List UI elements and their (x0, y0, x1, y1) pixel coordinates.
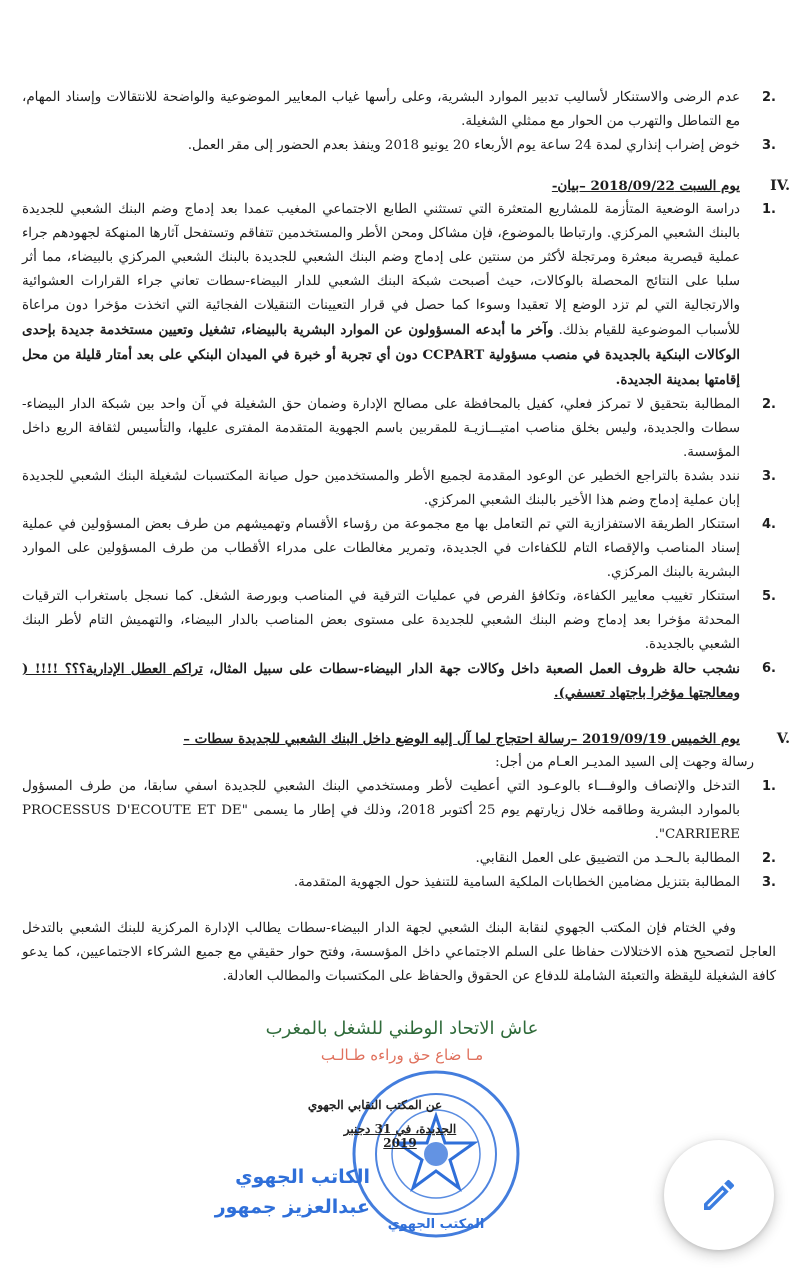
slogan-union: عاش الاتحاد الوطني للشغل بالمغرب (265, 1018, 539, 1039)
list-item (22, 775, 776, 847)
item-number: 5. (762, 589, 776, 604)
item-number: 2. (762, 90, 776, 105)
list-item (22, 871, 776, 895)
item-text: التدخل والإنصاف والوفـــاء بالوعـود التي أعطيت لأطر ومستخدمي البنك الشعبي للجديدة اسفي سابقا، من طرف المسؤول بالموارد البشرية وطاقمه خلال زيارتهم يوم 25 أكتوبر 2018، وذلك في إطار ما يسمى "PROCESSUS D'ECOUTE ET DE CARRIERE". (22, 779, 740, 842)
item-text: المطالبة بتنزيل مضامين الخطابات الملكية السامية للتنفيذ حول الجهوية المتقدمة. (293, 875, 740, 890)
item-number: 2. (762, 397, 776, 412)
section-v-heading (22, 727, 790, 751)
item-number: 6. (762, 661, 776, 676)
item-text-bold: نشجب حالة ظروف العمل الصعبة داخل وكالات جهة الدار البيضاء-سطات على سبيل المثال، (202, 661, 740, 677)
list-item (22, 465, 776, 513)
section-intro: رسالة وجهت إلى السيد المديـر العـام من أجل: (495, 755, 754, 770)
place-date: الجديدة، في 31 دجنبر 2019 (343, 1122, 457, 1150)
item-text (22, 657, 740, 705)
pencil-icon (699, 1175, 739, 1215)
item-number: 2. (762, 851, 776, 866)
item-number: 1. (762, 202, 776, 217)
document-body (22, 86, 790, 989)
item-text: المطالبة بتحقيق لا تمركز فعلي، كفيل بالمحافظة على مصالح الإدارة وضمان حق الشغيلة في آن واحد بين شبكة الدار البيضاء-سطات والجديدة، وليس بخلق مناصب امتيـــازيـة للمقربين باسم الجهوية المتقدمة المفترى عليها، والتأسيس لثقافة الريع داخل المؤسسة. (22, 397, 740, 460)
section-title: يوم السبت 2018/09/22 –بيان- (551, 178, 740, 194)
closing-paragraph: وفي الختام فإن المكتب الجهوي لنقابة البنك الشعبي لجهة الدار البيضاء-سطات يطالب الإدارة المركزية للبنك الشعبي بالتدخل العاجل لتصحيح هذه الاختلالات حفاظا على السلم الاجتماعي داخل المؤسسة، وفتح حوار حقيقي مع جميع الشركاء الاجتماعيين، كما يدعو كافة الشغيلة لليقظة والتعبئة الشاملة للدفاع عن الحقوق والحفاظ على المكتسبات والمطالب العادلة. (22, 921, 776, 984)
section-iv-heading (22, 174, 790, 198)
list-item (22, 585, 776, 657)
item-number: 3. (762, 469, 776, 484)
section-numeral: IV. (770, 178, 790, 194)
item-text: نندد بشدة بالتراجع الخطير عن الوعود المقدمة لجميع الأطر والمستخدمين حول صيانة المكتسبات لشغيلة البنك الشعبي للجديدة إبان عملية إدماج وضم هذا الأخير بالبنك الشعبي المركزي. (22, 469, 740, 508)
list-item (22, 393, 776, 465)
signatory-title: الكاتب الجهوي (235, 1166, 370, 1188)
item-number: 1. (762, 779, 776, 794)
slogan-motto: مـا ضاع حق وراءه طـالـب (320, 1046, 484, 1064)
item-number: 4. (762, 517, 776, 532)
item-number: 3. (762, 875, 776, 890)
list-item (22, 513, 776, 585)
list-item (22, 657, 776, 705)
section-title: يوم الخميس 2019/09/19 –رسالة احتجاج لما آل إليه الوضع داخل البنك الشعبي للجديدة سطات – (183, 731, 740, 747)
item-text-bold: وآخر ما أبدعه المسؤولون عن الموارد البشرية بالبيضاء، تشغيل وتعيين مستخدمة جديدة بإحدى الوكالات البنكية بالجديدة في منصب مسؤولية CCPART دون أي تجربة أو خبرة في الميدان البنكي على بعد أمتار قليلة من محل إقامتها بمدينة الجديدة. (22, 322, 740, 388)
section-numeral: V. (776, 731, 790, 747)
item-number: 3. (762, 138, 776, 153)
list-item (22, 86, 776, 134)
item-text (22, 198, 740, 393)
item-text: استنكار تغييب معايير الكفاءة، وتكافؤ الفرص في عمليات الترقية في المناصب وبورصة الشغل. كما نسجل باستغراب الترقيات المحدثة مؤخرا بعد إدماج وضم البنك الشعبي للجديدة على مستوى بعض المناصب بالدار البيضاء، والتهميش التام لأطر البنك الشعبي بالجديدة. (22, 589, 740, 652)
item-text-regular: دراسة الوضعية المتأزمة للمشاريع المتعثرة التي تستثني الطابع الاجتماعي المغيب عمدا بعد إدماج وضم البنك الشعبي للجديدة بالبنك الشعبي المركزي. وارتباطا بالموضوع، فإن مشاكل ومحن الأطر والمستخدمين تتفاقم وتستفحل آثارها المنهكة لجهودهم جراء عملية قيصرية مبعثرة ومرتجلة لأكثر من سنتين على إدماج وضم البنك الشعبي للجديدة بالبنك الشعبي المركزي بالبيضاء، مما أثر سلبا على النتائج المحصلة بالوكالات، حيث أصبحت شبكة البنك الشعبي للدار البيضاء-سطات تعاني جراء القرارات العشوائية والارتجالية التي لم تزد الوضع إلا تعقيدا وسوءا كما حصل في قرار التعيينات التنقيلات الفجائية التي اتخذت مؤخرا دون مراعاة للأسباب الموضوعية للقيام بذلك. (22, 202, 740, 338)
stamp-text: المكتب الجهوي (387, 1217, 485, 1232)
item-text: استنكار الطريقة الاستفزازية التي تم التعامل بها مع مجموعة من رؤساء الأقسام وتهميشهم من طرف بعض المسؤولين في عملية إسناد المناصب والإقصاء التام للكفاءات في الجديدة، وتمرير مغالطات على مدراء الأقطاب من طرف المسؤولين على الموارد البشرية بالبنك المركزي. (22, 517, 740, 580)
item-text: عدم الرضى والاستنكار لأساليب تدبير الموارد البشرية، وعلى رأسها غياب المعايير الموضوعية والواضحة للانتقالات وإسناد المهام، مع التماطل والتهرب من الحوار مع ممثلي الشغيلة. (22, 90, 740, 129)
edit-fab-button[interactable] (664, 1140, 774, 1250)
list-item (22, 198, 776, 393)
union-stamp (350, 1068, 522, 1240)
item-text: خوض إضراب إنذاري لمدة 24 ساعة يوم الأربعاء 20 يونيو 2018 وينفذ بعدم الحضور إلى مقر العمل. (187, 138, 740, 153)
signatory-name: عبدالعزيز جمهور (214, 1196, 370, 1218)
issuing-office: عن المكتب النقابي الجهوي (307, 1098, 443, 1112)
item-text: المطالبة بالـحـد من التضييق على العمل النقابي. (475, 851, 740, 866)
item-text-underlined: تراكم العطل الإدارية؟؟؟ !!!! ( ومعالجتها مؤخرا باجتهاد تعسفي). (22, 661, 740, 701)
list-item (22, 134, 776, 158)
list-item (22, 847, 776, 871)
